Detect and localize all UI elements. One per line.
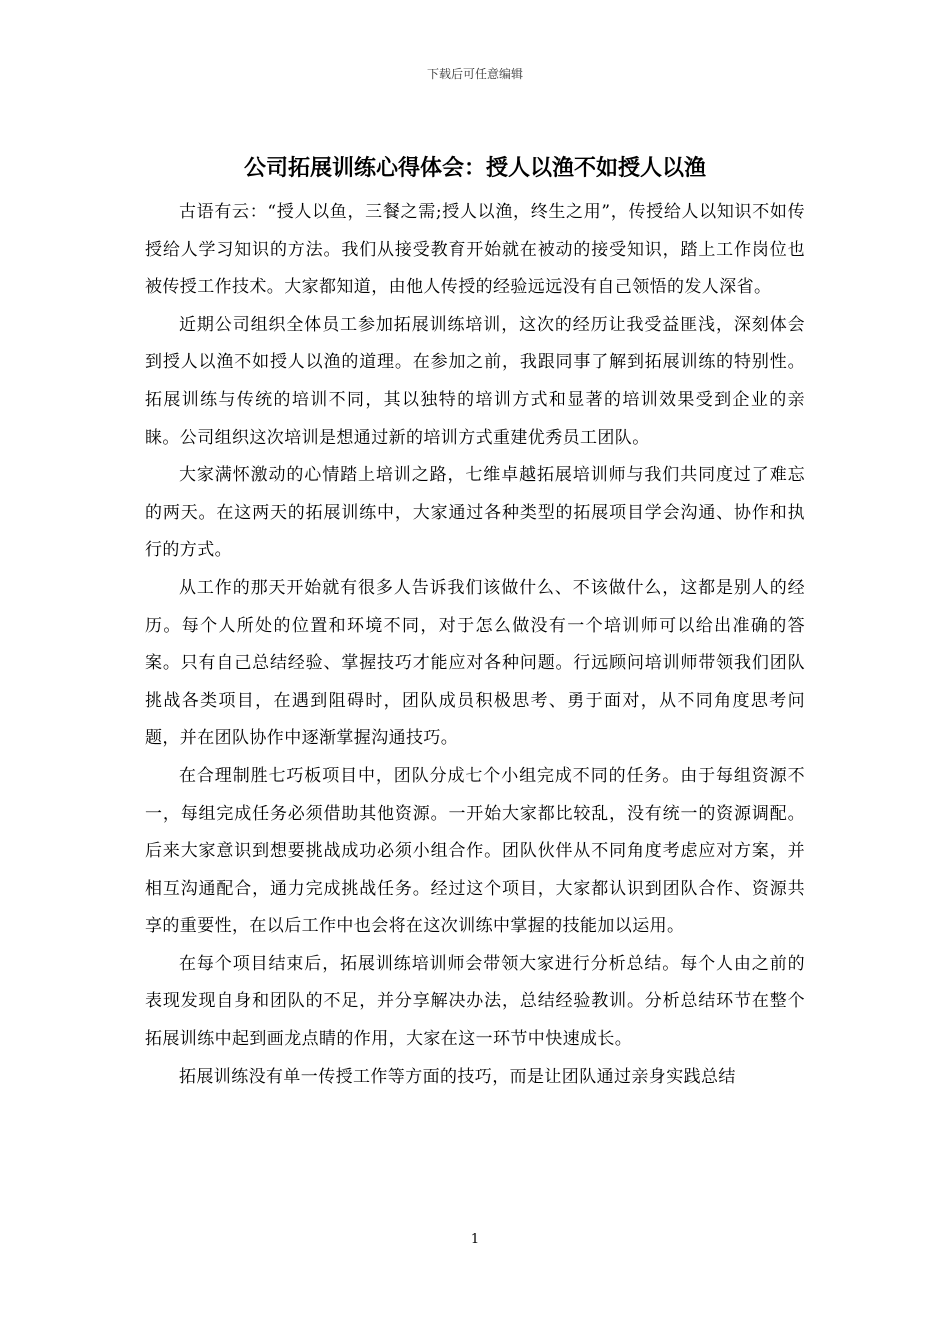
paragraph-1: 古语有云：“授人以鱼，三餐之需;授人以渔，终生之用”，传授给人以知识不如传授给人学习知识的方法。我们从接受教育开始就在被动的接受知识，踏上工作岗位也被传授工作技术。大家都知道，由他人传授的经验远远没有自己领悟的发人深省。 xyxy=(145,202,805,298)
document-body xyxy=(145,194,805,1096)
paragraph-2: 近期公司组织全体员工参加拓展训练培训，这次的经历让我受益匪浅，深刻体会到授人以渔不如授人以渔的道理。在参加之前，我跟同事了解到拓展训练的特别性。拓展训练与传统的培训不同，其以独特的培训方式和显著的培训效果受到企业的亲睐。公司组织这次培训是想通过新的培训方式重建优秀员工团队。 xyxy=(145,314,805,448)
page-header-note: 下载后可任意编辑 xyxy=(426,67,523,81)
paragraph-7: 拓展训练没有单一传授工作等方面的技巧，而是让团队通过亲身实践总结 xyxy=(179,1066,736,1087)
page-number: 1 xyxy=(470,1232,480,1247)
paragraph-5: 在合理制胜七巧板项目中，团队分成七个小组完成不同的任务。由于每组资源不一，每组完成任务必须借助其他资源。一开始大家都比较乱，没有统一的资源调配。后来大家意识到想要挑战成功必须小组合作。团队伙伴从不同角度考虑应对方案，并相互沟通配合，通力完成挑战任务。经过这个项目，大家都认识到团队合作、资源共享的重要性，在以后工作中也会将在这次训练中掌握的技能加以运用。 xyxy=(145,765,805,937)
document-title: 公司拓展训练心得体会：授人以渔不如授人以渔 xyxy=(243,156,706,181)
paragraph-6: 在每个项目结束后，拓展训练培训师会带领大家进行分析总结。每个人由之前的表现发现自身和团队的不足，并分享解决办法，总结经验教训。分析总结环节在整个拓展训练中起到画龙点睛的作用，大家在这一环节中快速成长。 xyxy=(145,953,805,1050)
paragraph-4: 从工作的那天开始就有很多人告诉我们该做什么、不该做什么，这都是别人的经历。每个人所处的位置和环境不同，对于怎么做没有一个培训师可以给出准确的答案。只有自己总结经验、掌握技巧才能应对各种问题。行远顾问培训师带领我们团队挑战各类项目，在遇到阻碍时，团队成员积极思考、勇于面对，从不同角度思考问题，并在团队协作中逐渐掌握沟通技巧。 xyxy=(145,577,805,749)
paragraph-3: 大家满怀激动的心情踏上培训之路，七维卓越拓展培训师与我们共同度过了难忘的两天。在这两天的拓展训练中，大家通过各种类型的拓展项目学会沟通、协作和执行的方式。 xyxy=(145,465,805,561)
